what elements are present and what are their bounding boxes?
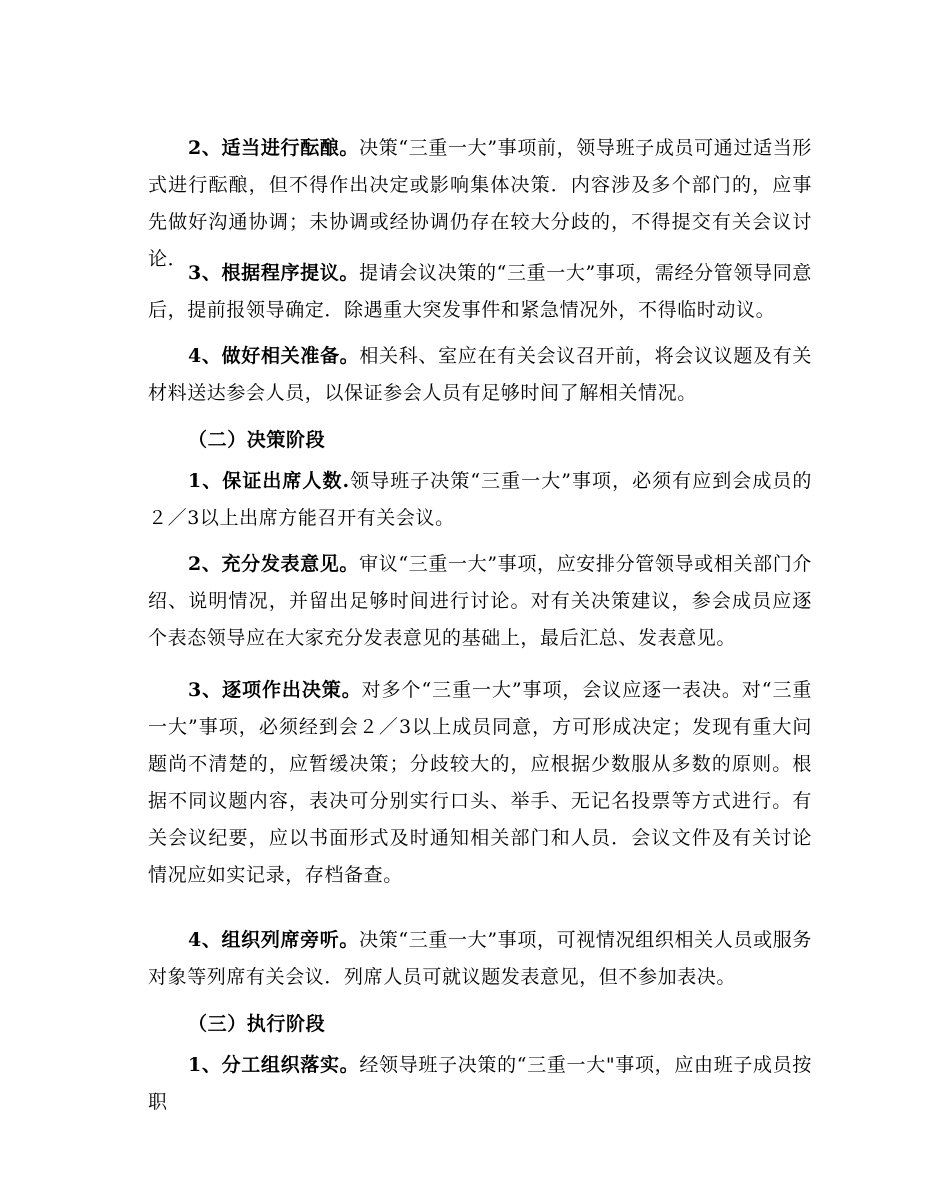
paragraph-lead: 2、充分发表意见。 <box>188 553 360 575</box>
paragraph-text: 提请会议决策的“三重一大”事项，需经分管领导同意后，提前报领导确定．除遇重大突发事件和紧急情况外，不得临时动议。 <box>148 262 813 321</box>
paragraph-text: 相关科、室应在有关会议召开前，将会议议题及有关材料送达参会人员，以保证参会人员有足够时间了解相关情况。 <box>148 345 812 404</box>
paragraph-proposal <box>148 255 812 329</box>
paragraph-opinions <box>148 546 812 657</box>
section-heading-execution: （三）执行阶段 <box>188 1013 326 1035</box>
paragraph-observers <box>148 922 812 996</box>
paragraph-text: 领导班子决策“三重一大”事项，必须有应到会成员的２／3以上出席方能召开有关会议。 <box>148 470 812 529</box>
section-heading-decision: （二）决策阶段 <box>188 429 326 451</box>
paragraph-text: 决策“三重一大”事项，可视情况组织相关人员或服务对象等列席有关会议．列席人员可就议题发表意见，但不参加表决。 <box>148 929 813 988</box>
paragraph-lead: 2、适当进行酝酿。 <box>188 137 360 159</box>
paragraph-lead: 4、组织列席旁听。 <box>188 929 360 951</box>
paragraph-implementation <box>148 1047 812 1121</box>
paragraph-preparation <box>148 338 812 412</box>
paragraph-text: 经领导班子决策的“三重一大"事项，应由班子成员按职 <box>148 1054 813 1113</box>
paragraph-lead: 3、根据程序提议。 <box>188 262 360 284</box>
paragraph-itemized-decision <box>148 672 812 894</box>
paragraph-attendance <box>148 463 812 537</box>
paragraph-lead: 3、逐项作出决策。 <box>188 679 362 701</box>
paragraph-lead: 1、分工组织落实。 <box>188 1054 360 1076</box>
paragraph-lead: 1、保证出席人数. <box>188 470 350 492</box>
paragraph-lead: 4、做好相关准备。 <box>188 345 360 367</box>
paragraph-text: 对多个“三重一大”事项，会议应逐一表决。对“三重一大”事项，必须经到会２／3以上成员同意，方可形成决定；发现有重大问题尚不清楚的，应暂缓决策；分歧较大的，应根据少数服从多数的原则。根据不同议题内容，表决可分别实行口头、举手、无记名投票等方式进行。有关会议纪要，应以书面形式及时通知相关部门和人员．会议文件及有关讨论情况应如实记录，存档备查。 <box>148 679 812 886</box>
paragraph-text: 决策“三重一大”事项前，领导班子成员可通过适当形式进行酝酿，但不得作出决定或影响集体决策．内容涉及多个部门的，应事先做好沟通协调；未协调或经协调仍存在较大分歧的，不得提交有关会议讨论． <box>148 137 813 270</box>
paragraph-text: 审议“三重一大”事项，应安排分管领导或相关部门介绍、说明情况，并留出足够时间进行讨论。对有关决策建议，参会成员应逐个表态领导应在大家充分发表意见的基础上，最后汇总、发表意见。 <box>148 553 813 649</box>
